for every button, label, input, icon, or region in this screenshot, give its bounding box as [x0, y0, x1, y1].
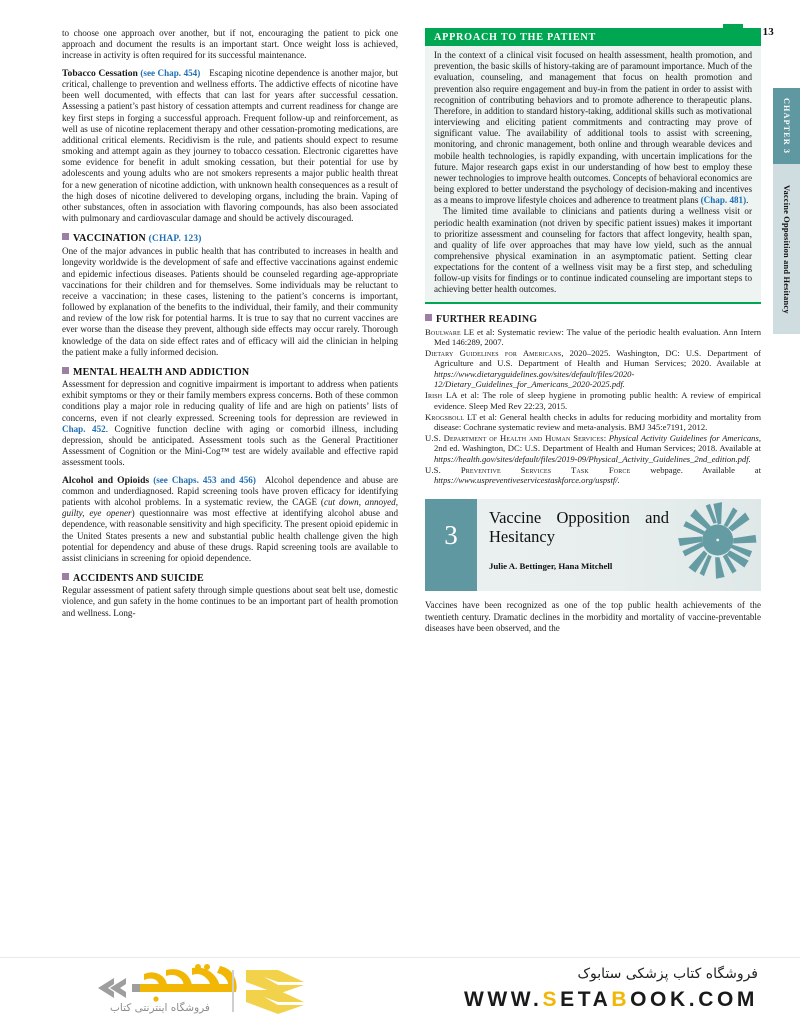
xref-chaps-453-456[interactable]: (see Chaps. 453 and 456): [153, 474, 256, 485]
xref-chap-123[interactable]: (CHAP. 123): [148, 234, 202, 245]
approach-to-patient-body: [425, 46, 761, 295]
setabook-chevron-mark-icon: [244, 968, 314, 1016]
alcohol-cage-italic: cut down, annoyed, guilty, eye opener: [62, 497, 399, 519]
mh-text-before-ref: Assessment for depression and cognitive impairment is important to address when patients exhibit symptoms or they or their family members express concerns. Both of these common conditions play a major role in reducing quality of life and are high on patients’ lists of concerns, even if not clearly expressed. Screening tools for depression are reviewed in: [62, 379, 398, 423]
page-number: 13: [762, 26, 774, 38]
reference-text: LT et al: General health checks in adults for reducing morbidity and mortality from disease: Cochrane systematic review and meta-analysis. BMJ 345:e7191, 2012.: [434, 411, 761, 432]
reference-item: [425, 348, 761, 390]
paragraph-accidents: Regular assessment of patient safety through simple questions about seat belt use, domestic violence, and gun safety in the home continues to be an important part of health promotion and wellness. Long-: [62, 585, 398, 618]
reference-item: [425, 390, 761, 411]
heading-vaccination: [62, 233, 398, 245]
reference-title-italic: Physical Activity Guidelines for Americans: [608, 432, 759, 443]
runin-head-tobacco: Tobacco Cessation: [62, 67, 138, 79]
square-bullet-icon: [62, 573, 69, 580]
url-accent-s: S: [542, 988, 561, 1011]
xref-chap-481[interactable]: (Chap. 481): [700, 195, 747, 206]
heading-accidents-label: ACCIDENTS AND SUICIDE: [73, 573, 204, 585]
thumb-tab-chapter: [773, 88, 800, 164]
paragraph-vaccination: One of the major advances in public health that has contributed to increases in health and longevity worldwide is the development of safe and effective vaccinations against endemic and epidemic infectious diseases. Patients should be counseled regarding age-appropriate vaccinations for their children and for themselves. Some individuals may be reluctant to receive a vaccination; in these cases, listening to the patient’s concerns is important, followed by explanation of the benefits to the individual, their family, and their community and review of the low risk for potential harms. It is true to say that no current vaccines are ever worse than the disease they prevent, although side effects may occur rarely. Thorough knowledge of the data on side effect rates and of efficacy will aid the clinician in helping the patient make a fully informed decision.: [62, 246, 398, 357]
thumb-tab-title-label: Vaccine Opposition and Hesitancy: [782, 184, 791, 314]
reference-item: [425, 327, 761, 348]
heading-further-reading-label: FURTHER READING: [436, 313, 538, 325]
virus-splat-icon: [673, 499, 759, 585]
runin-head-alcohol: Alcohol and Opioids: [62, 474, 150, 486]
reference-item: [425, 465, 761, 486]
reference-url[interactable]: https://www.dietaryguidelines.gov/sites/default/files/2020-12/Dietary_Guidelines_for_Americans_2020-2025.pdf.: [434, 368, 635, 390]
reference-url[interactable]: https://health.gov/sites/default/files/2019-09/Physical_Activity_Guidelines_2nd_edition.pdf.: [434, 453, 751, 464]
atp-p1-after-ref: .: [746, 195, 749, 206]
atp-paragraph-2: The limited time available to clinicians and patients during a wellness visit or periodic health examination (not driven by specific patient issues) makes it important to prioritize assessment and counseling for factors that affect longevity, health span, and quality of life over approaches that may have low yield, such as the annual comprehensive physical examination in an asymptomatic patient. Setting clear expectations for the content of a wellness visit may be a first step, and scheduling follow-up visits for findings or to continue indicated counseling are important steps to achieving better health outcomes.: [434, 206, 752, 295]
alcohol-body-2: ) questionnaire was most effective at identifying alcohol abuse and dependence, with reasonable sensitivity and high specificity. The present opioid epidemic in the United States presents a new and substantial public health challenge given the high potential for dependency and abuse of these drugs. Rapid screening tools are available to assist clinicians in screening for opioid dependence.: [62, 508, 399, 563]
paragraph-mental-health: [62, 379, 398, 468]
paragraph-alcohol-opioids: [62, 475, 398, 564]
url-suffix: OOK.COM: [630, 988, 758, 1011]
alcohol-body-1: Alcohol dependence and abuse are common and underdiagnosed. Rapid screening tools have proven efficacy for identifying patients with alcohol problems. In a systematic review, the CAGE (: [62, 474, 398, 508]
square-bullet-icon: [62, 233, 69, 240]
heading-mental-health-label: MENTAL HEALTH AND ADDICTION: [73, 366, 250, 378]
chapter-number-box: [425, 499, 477, 591]
reference-text-2: , 2nd ed. Washington, DC: U.S. Department of Health and Human Services; 2018. Available at: [434, 432, 761, 454]
approach-to-patient-box: [425, 28, 761, 304]
reference-author: U.S. Preventive Services Task Force: [425, 464, 631, 475]
paragraph-continued: to choose one approach over another, but if not, encouraging the patient to pick one approach and document the results is an important start. Once weight loss is achieved, increase in activity is often required for its successful maintenance.: [62, 28, 398, 61]
heading-mental-health: [62, 367, 398, 378]
heading-vaccination-label: VACCINATION: [73, 233, 146, 245]
reference-text: LE et al: Systematic review: The value of the periodic health evaluation. Ann Intern Med 146:289, 2007.: [434, 326, 761, 348]
chapter-title: Vaccine Opposition and Hesitancy: [489, 508, 669, 547]
heading-further-reading: [425, 314, 761, 325]
footer-persian-subtitle: فروشگاه اینترنتی کتاب: [110, 1002, 210, 1014]
reference-author: Boulware: [425, 326, 461, 337]
reference-author: Dietary Guidelines for Americans: [425, 348, 562, 359]
footer-website-url[interactable]: [464, 988, 758, 1012]
paragraph-tobacco-cessation: [62, 68, 398, 224]
url-prefix: WWW.: [463, 988, 543, 1011]
reference-text: LA et al: The role of sleep hygiene in promoting public health: A review of empirical evidence. Sleep Med Rev 22:23, 2015.: [434, 390, 761, 411]
left-text-column: [62, 28, 398, 619]
atp-p1-before-ref: In the context of a clinical visit focused on health assessment, health promotion, and prevention, the basic skills of history-taking are of paramount importance. Much of the evaluation, counseling, and management that focus on health promotion and prevention also require engagement and buy-in from the patient in order to assist with recognition of contributing behaviors and to promote adherence to therapeutic plans. Therefore, in addition to standard history-taking, additional skills such as motivational interviewing and eliciting patient commitments and contracting may prove of significant value. The availability of additional tools to assist with screening, monitoring, and chronic management, both online and through wearable devices and mobile health technologies, is rapidly expanding, with uncertain implications for the future. Major research gaps exist in our understanding of how best to employ these newer technologies to improve health outcomes. Concepts of behavioral economics are being explored to better understand the psychology of decision-making and incentives as a means to improve lifestyle choices and adherence to treatment plans: [434, 50, 752, 206]
reference-url[interactable]: https://www.uspreventiveservicestaskforce.org/uspstf/.: [434, 474, 620, 485]
reference-item: [425, 412, 761, 433]
chapter-opening-paragraph: Vaccines have been recognized as one of the top public health achievements of the twentieth century. Dramatic declines in the morbidity and mortality of vaccine-preventable diseases have been observed, and the: [425, 600, 761, 633]
reference-item: [425, 433, 761, 464]
mh-text-after-ref: . Cognitive function decline with aging or comorbid illness, including depression, should be anticipated. Assessment tools such as the General Practitioner Assessment of Cognition or the Mini-Cog™ test are widely available and effective rapid assessment tools.: [62, 423, 399, 468]
square-bullet-icon: [425, 314, 432, 321]
reference-text: , 2020–2025. Washington, DC: U.S. Department of Agriculture and U.S. Department of Health and Human Services; 2020. Available at: [434, 348, 761, 369]
approach-to-patient-header: APPROACH TO THE PATIENT: [425, 28, 761, 46]
chapter-number: 3: [444, 519, 458, 550]
xref-chap-454[interactable]: (see Chap. 454): [140, 67, 201, 78]
reference-text: :: [603, 432, 609, 443]
right-text-column: [425, 28, 761, 634]
square-bullet-icon: [62, 367, 69, 374]
reference-author: Irish: [425, 390, 443, 401]
reference-text: webpage. Available at: [630, 464, 761, 475]
reference-author: U.S. Department of Health and Human Services: [425, 432, 604, 443]
chapter-authors: Julie A. Bettinger, Hana Mitchell: [489, 561, 613, 572]
thumb-tab-title: [773, 164, 800, 334]
footer-watermark-bar: [0, 957, 800, 1023]
chapter-opener: [425, 499, 761, 591]
footer-logo-divider: [232, 970, 234, 1012]
heading-accidents-suicide: [62, 573, 398, 584]
footer-persian-title: فروشگاه کتاب پزشکی ستابوک: [577, 966, 758, 982]
url-accent-b: B: [611, 988, 631, 1011]
reference-author: Krogsboll: [425, 411, 465, 422]
paragraph-tobacco-body: Escaping nicotine dependence is another major, but critical, challenge to prevention and wellness efforts. The addictive effects of nicotine have been well documented, with effects that can last for years after successful cessation. Assessing a patient’s past history of cessation attempts and current readiness for change are key first steps in forging a successful approach. Frequent follow-up and reinforcement, as well as use of nicotine replacement therapy and other cessation-promoting medications, are additional critical elements. Recidivism is the rule, and patients should expect to resume smoking and attempt again as they journey to tobacco cessation. Electronic cigarettes have some evidence for benefit in adult smoking cessation, but their potential for use by adolescents and young adults who are not smokers represents a major public health threat for a new generation of nicotine addiction, with unknown health consequences as a result of the high doses of nicotine delivered to developing organs, including the brain. Vaping of other substances, often in association with flavoring compounds, has also been associated with pulmonary and cardiovascular damage and should be actively discouraged.: [62, 67, 398, 223]
url-eta: ETA: [560, 988, 612, 1011]
thumb-tab-chapter-label: CHAPTER 3: [782, 97, 791, 155]
xref-chap-452[interactable]: Chap. 452: [62, 423, 106, 434]
atp-paragraph-1: [434, 50, 752, 206]
